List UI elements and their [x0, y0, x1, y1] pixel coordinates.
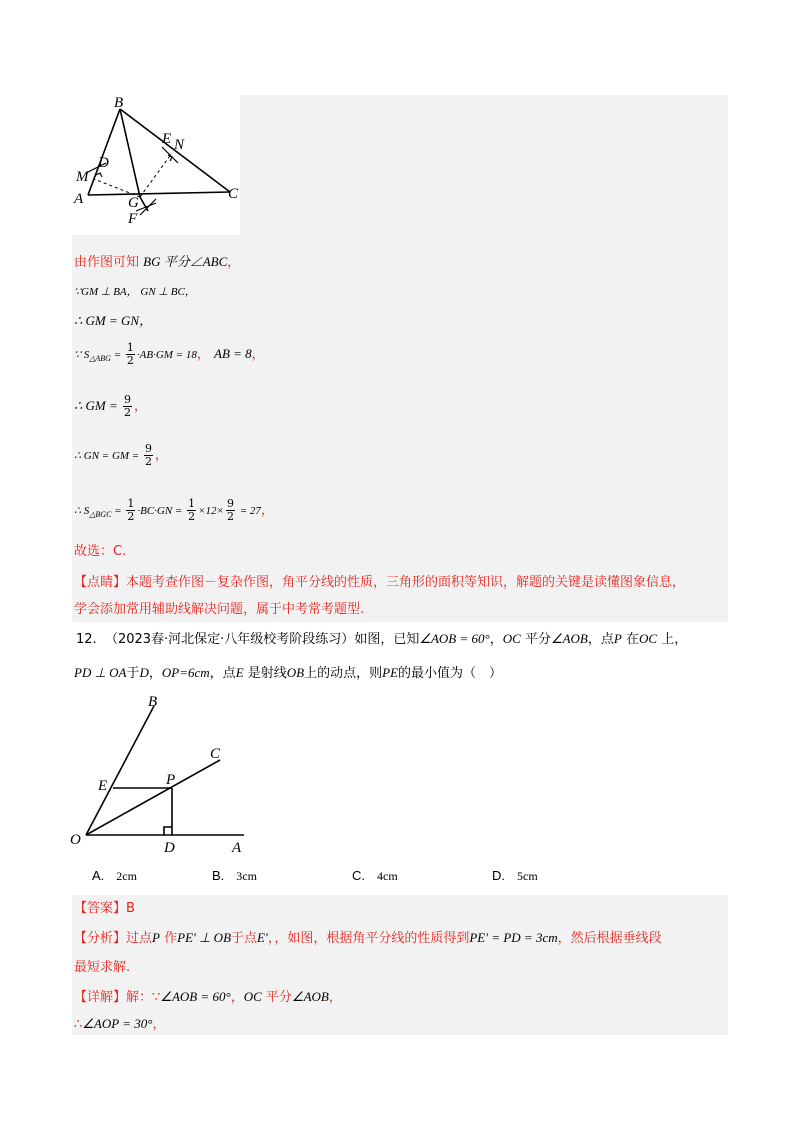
answer-line: 【答案】B	[74, 901, 135, 916]
label-G: G	[128, 195, 139, 211]
right-angle-D	[164, 827, 172, 835]
analysis-line-1: 【分析】过点P 作PE′ ⊥ OB于点E′，，如图，根据角平分线的性质得到PE′ = PD = 3cm，然后根据垂线段	[74, 930, 662, 946]
solution-line-5: ∴ GM = $\frac{9}{2}$ ，	[74, 393, 148, 419]
fraction: $\frac{9}{2}$	[124, 393, 132, 419]
segment-AB	[88, 109, 120, 195]
option-d[interactable]: D. 5cm	[492, 868, 538, 883]
option-b[interactable]: B. 3cm	[212, 868, 257, 883]
answer-background	[72, 895, 728, 1035]
figure1-triangle-diagram	[72, 95, 242, 235]
right-angle-D	[96, 173, 102, 177]
detail-line-1: 【详解】解：∵∠AOB = 60°，OC 平分∠AOB，	[74, 989, 342, 1005]
analysis-line-2: 最短求解.	[74, 960, 131, 975]
label-B: B	[114, 95, 124, 111]
solution-choice: 故选：C.	[74, 544, 127, 559]
fraction: $\frac{9}{2}$	[144, 442, 152, 468]
solution-line-6: ∴ GN = GM = $\frac{9}{2}$ ，	[74, 442, 168, 468]
solution-line-3: ∴ GM = GN，	[74, 313, 153, 328]
question12-line-2: PD ⊥ OA于D，OP=6cm，点E 是射线OB上的动点，则PE的最小值为（ ）	[74, 665, 503, 681]
solution-line-4: ∵ $S_{\triangle ABG}$ = $\frac{1}{2}$ ·AB·GM = 18， AB = 8，	[74, 341, 265, 367]
detail-line-2: ∴∠AOP = 30°，	[74, 1016, 166, 1032]
option-a[interactable]: A. 2cm	[92, 868, 137, 883]
label-A: A	[232, 840, 242, 856]
label-N: N	[174, 137, 185, 153]
figure2-angle-diagram	[68, 692, 258, 858]
option-c[interactable]: C. 4cm	[352, 868, 398, 883]
comment-line-2: 学会添加常用辅助线解决问题，属于中考常考题型.	[74, 602, 365, 617]
fraction: $\frac{1}{2}$	[126, 341, 134, 367]
label-D: D	[98, 155, 109, 171]
question12-line-1: 12. （2023春·河北保定·八年级校考阶段练习）如图，已知∠AOB = 60°，OC 平分∠AOB，点P 在OC 上，	[76, 631, 688, 647]
label-P: P	[166, 772, 176, 788]
label-F: F	[128, 211, 138, 227]
solution-line-1: 由作图可知 BG 平分∠ABC，	[74, 254, 241, 270]
segment-AC	[88, 192, 230, 195]
label-O: O	[70, 832, 81, 848]
solution-line-7: ∴ $S_{\triangle BGC}$ = $\frac{1}{2}$ ·BC·GN = $\frac{1}{2}$ ×12× $\frac{9}{2}$ = 27，	[74, 497, 274, 523]
dashed-GN	[140, 153, 172, 197]
label-A: A	[74, 191, 84, 207]
label-M: M	[76, 169, 89, 185]
label-E: E	[98, 778, 108, 794]
label-E: E	[162, 131, 172, 147]
label-C: C	[228, 186, 239, 202]
label-B: B	[148, 694, 158, 710]
label-C: C	[210, 746, 221, 762]
solution-line-2: ∵GM ⊥ BA， GN ⊥ BC，	[74, 286, 196, 298]
label-D: D	[164, 840, 175, 856]
comment-line-1: 【点睛】本题考查作图－复杂作图，角平分线的性质，三角形的面积等知识，解题的关键是读懂图象信息，	[74, 575, 686, 590]
